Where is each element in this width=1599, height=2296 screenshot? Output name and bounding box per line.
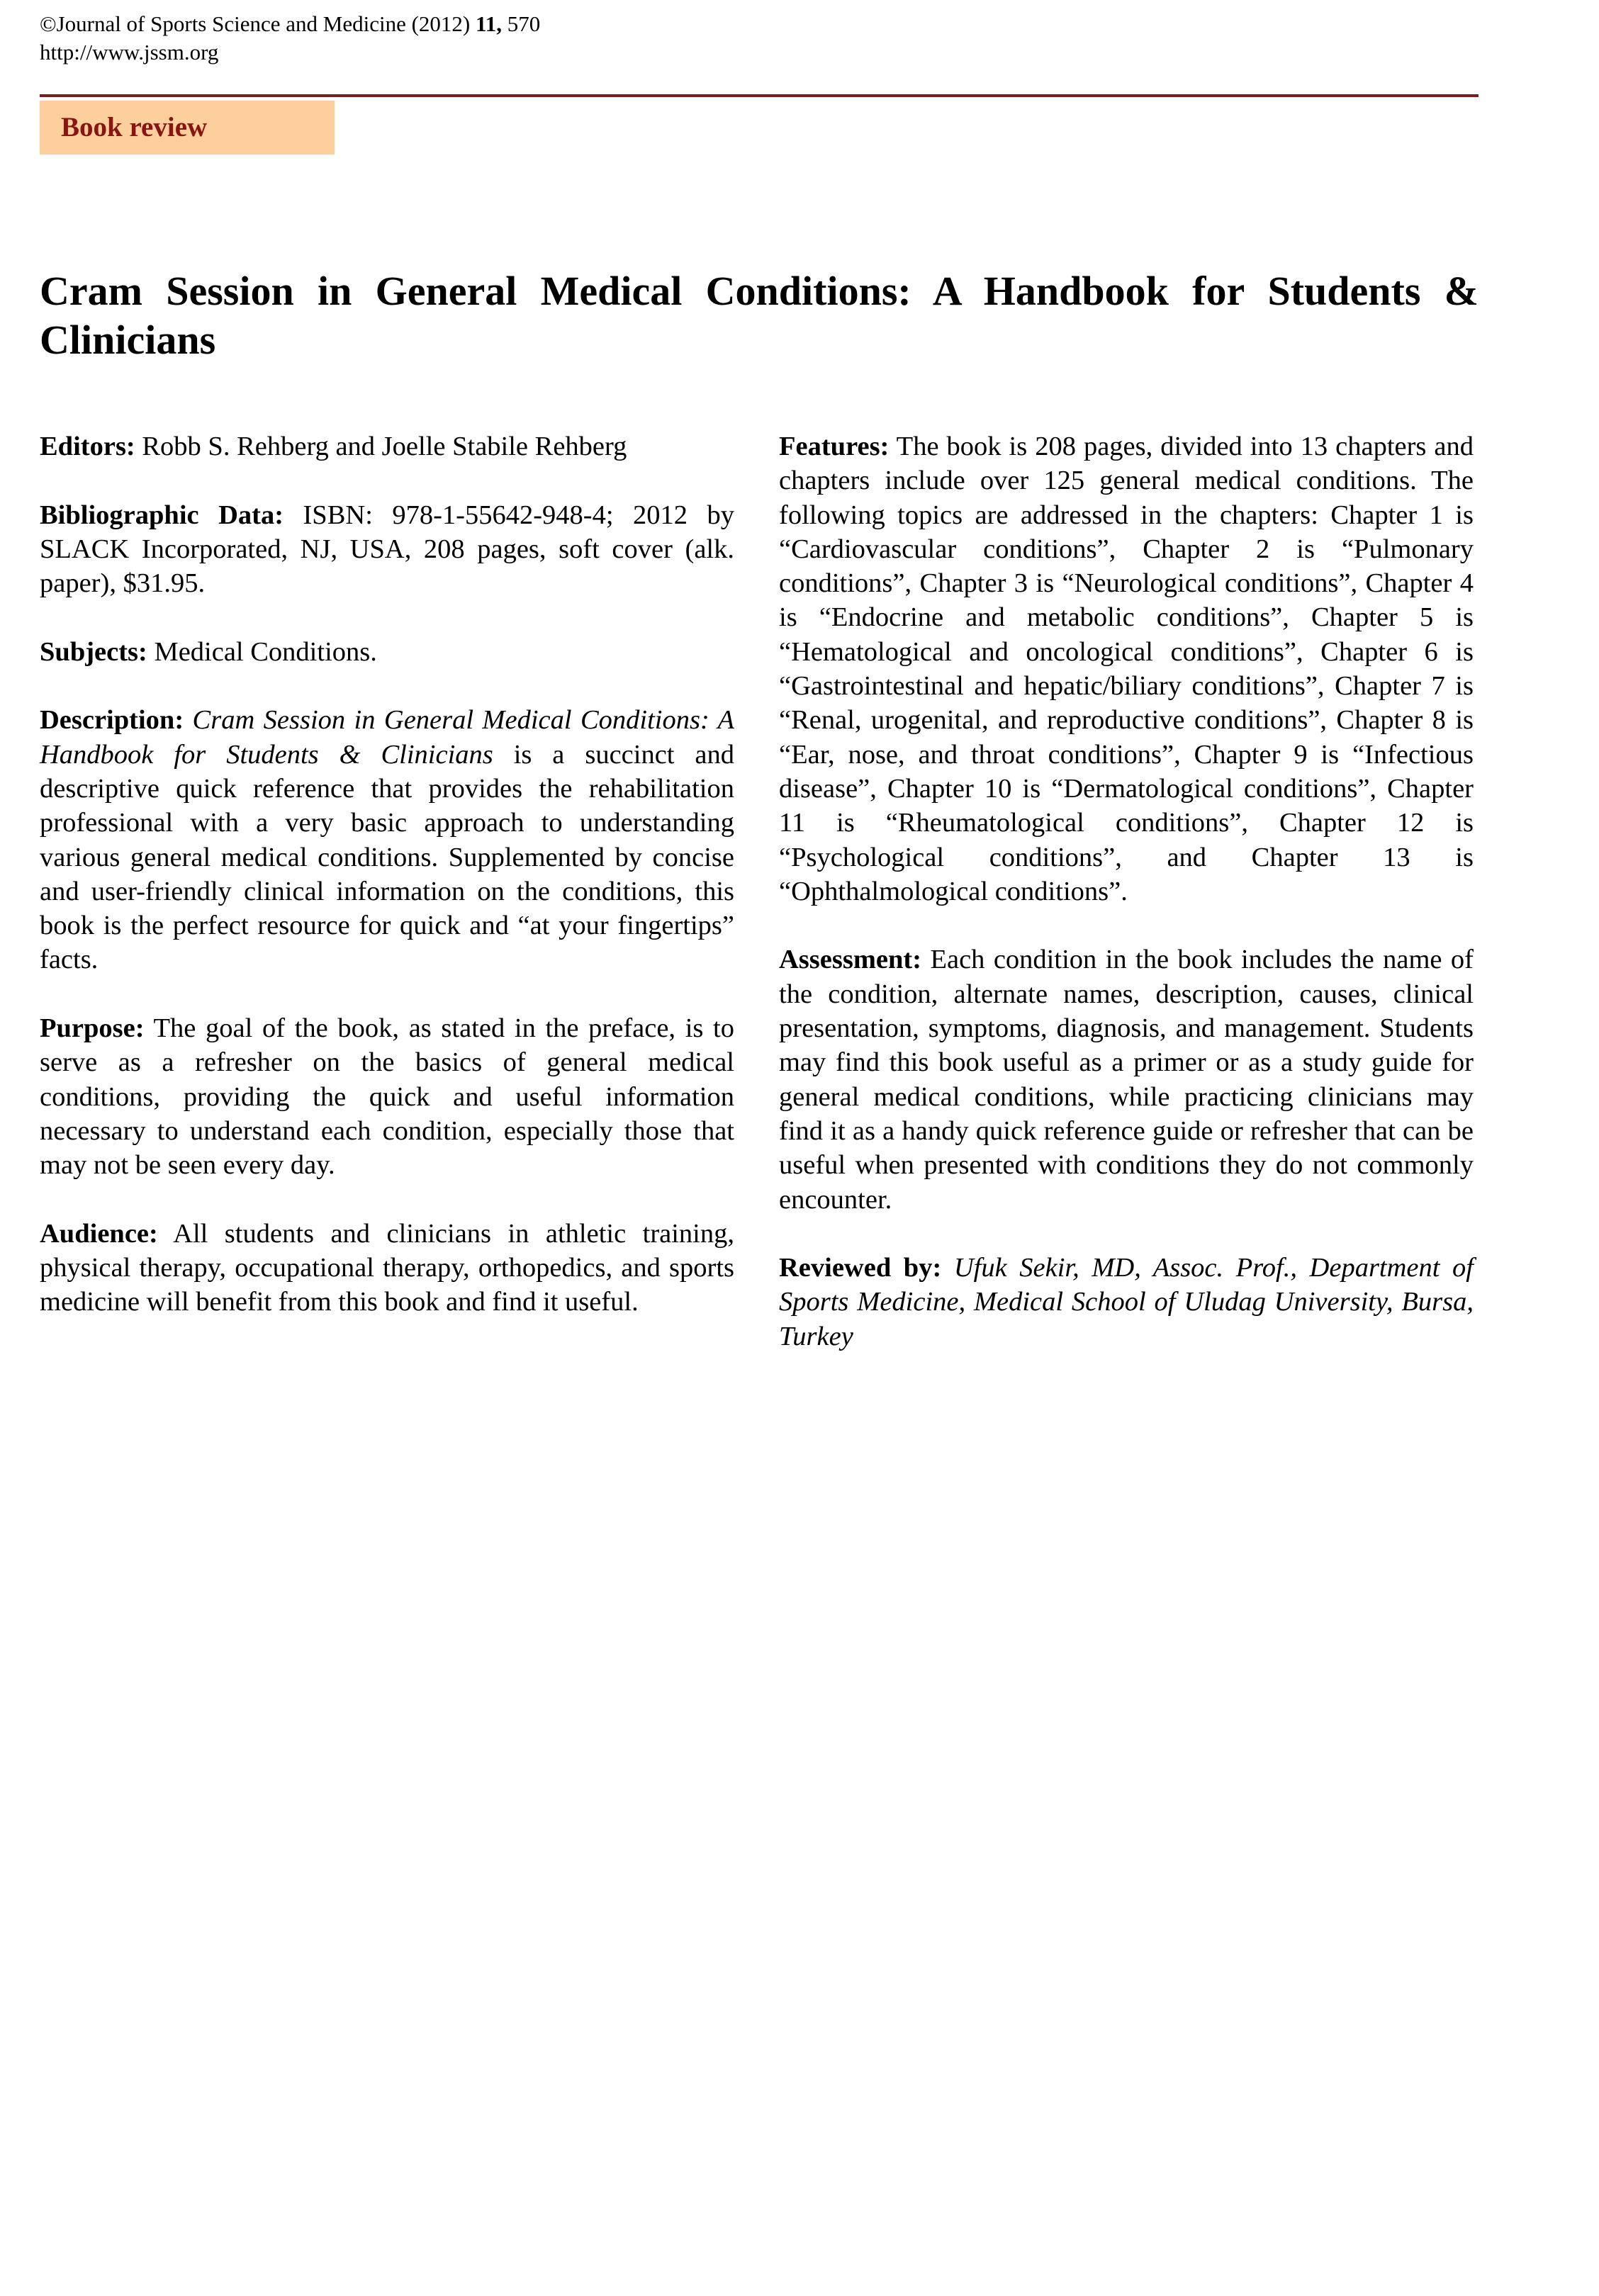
article-title: Cram Session in General Medical Conditions: A Handbook for Students & Clinicians bbox=[40, 268, 1479, 363]
editors-text: Robb S. Rehberg and Joelle Stabile Rehberg bbox=[135, 432, 627, 461]
purpose-label: Purpose: bbox=[40, 1013, 145, 1044]
bibliographic-paragraph bbox=[40, 498, 734, 601]
section-badge: Book review bbox=[40, 101, 335, 154]
description-paragraph bbox=[40, 703, 734, 977]
journal-page: 570 bbox=[502, 11, 541, 36]
assessment-text: Each condition in the book includes the name of the condition, alternate names, description, causes, clinical presentation, symptoms, diagnosis, and management. Students may find this book useful as a primer or as a study guide for general medical conditions, while practicing clinicians may find it as a handy quick reference guide or refresher that can be useful when presented with conditions they do not commonly encounter. bbox=[779, 945, 1474, 1215]
right-column bbox=[779, 429, 1474, 1388]
reviewed-by-label: Reviewed by: bbox=[779, 1253, 942, 1283]
bibliographic-label: Bibliographic Data: bbox=[40, 500, 284, 530]
audience-label: Audience: bbox=[40, 1218, 158, 1249]
header-rule bbox=[40, 94, 1479, 97]
description-label: Description: bbox=[40, 705, 184, 736]
features-label: Features: bbox=[779, 432, 890, 461]
bibliographic-text: ISBN: 978-1-55642-948-4; 2012 by SLACK Incorporated, NJ, USA, 208 pages, soft cover (alk. paper), $31.95. bbox=[40, 500, 734, 599]
description-book-title: Cram Session in General Medical Conditions: A Handbook for Students & Clinicians bbox=[40, 705, 734, 770]
editors-label: Editors: bbox=[40, 432, 135, 461]
features-text: The book is 208 pages, divided into 13 chapters and chapters include over 125 general medical conditions. The following topics are addressed in the chapters: Chapter 1 is “Cardiovascular conditions”, Chapter 2 is “Pulmonary conditions”, Chapter 3 is “Neurological conditions”, Chapter 4 is “Endocrine and metabolic conditions”, Chapter 5 is “Hematological and oncological conditions”, Chapter 6 is “Gastrointestinal and hepatic/biliary conditions”, Chapter 7 is “Renal, urogenital, and reproductive conditions”, Chapter 8 is “Ear, nose, and throat conditions”, Chapter 9 is “Infectious disease”, Chapter 10 is “Dermatological conditions”, Chapter 11 is “Rheumatological conditions”, Chapter 12 is “Psychological conditions”, and Chapter 13 is “Ophthalmological conditions”. bbox=[779, 432, 1474, 906]
left-column bbox=[40, 429, 734, 1354]
description-text: is a succinct and descriptive quick reference that provides the rehabilitation professional with a very basic approach to understanding various general medical conditions. Supplemented by concise and user-friendly clinical information on the conditions, this book is the perfect resource for quick and “at your fingertips” facts. bbox=[40, 739, 734, 975]
assessment-paragraph bbox=[779, 942, 1474, 1216]
journal-volume: 11, bbox=[476, 11, 503, 36]
editors-paragraph bbox=[40, 429, 734, 463]
audience-text: All students and clinicians in athletic training, physical therapy, occupational therapy, orthopedics, and sports medicine will benefit from this book and find it useful. bbox=[40, 1218, 734, 1317]
audience-paragraph bbox=[40, 1217, 734, 1319]
purpose-paragraph bbox=[40, 1011, 734, 1182]
reviewer-details: Ufuk Sekir, MD, Assoc. Prof., Department of Sports Medicine, Medical School of Uludag University, Bursa, Turkey bbox=[779, 1253, 1474, 1351]
journal-citation bbox=[40, 10, 540, 38]
assessment-label: Assessment: bbox=[779, 945, 922, 975]
purpose-text: The goal of the book, as stated in the preface, is to serve as a refresher on the basics of general medical conditions, providing the quick and useful information necessary to understand each condition, especially those that may not be seen every day. bbox=[40, 1013, 734, 1181]
journal-url: http://www.jssm.org bbox=[40, 40, 219, 64]
journal-header bbox=[40, 10, 540, 67]
reviewed-by-paragraph bbox=[779, 1251, 1474, 1354]
subjects-label: Subjects: bbox=[40, 636, 147, 667]
subjects-paragraph bbox=[40, 635, 734, 669]
subjects-text: Medical Conditions. bbox=[147, 636, 377, 667]
journal-name: ©Journal of Sports Science and Medicine (2012) bbox=[40, 11, 476, 36]
features-paragraph bbox=[779, 429, 1474, 908]
